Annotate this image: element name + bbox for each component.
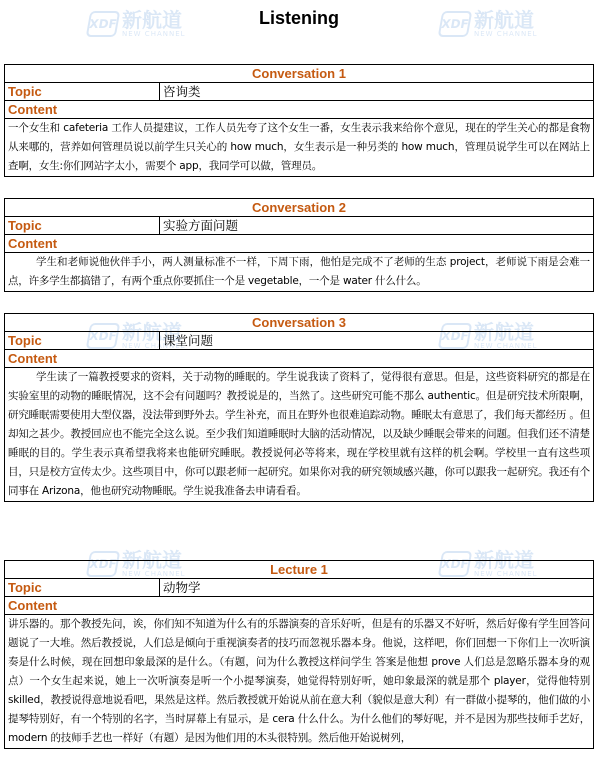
section-conversation-1 [4,64,594,177]
watermark-text: 新航道 [474,8,534,32]
watermark-subtext: NEW CHANNEL [474,570,538,578]
section-conversation-2 [4,198,594,292]
section-heading: Conversation 1 [5,65,594,83]
content-label: Content [5,350,594,368]
logo-icon: XDF [86,551,121,577]
watermark-subtext: NEW CHANNEL [474,342,538,350]
logo-icon: XDF [438,323,473,349]
topic-label: Topic [5,332,160,350]
watermark-subtext: NEW CHANNEL [122,342,186,350]
topic-value: 课堂问题 [160,332,594,350]
logo-icon: XDF [86,11,121,37]
logo-icon: XDF [438,11,473,37]
topic-value: 实验方面问题 [160,217,594,235]
topic-label: Topic [5,579,160,597]
watermark-text: 新航道 [474,320,534,344]
watermark-text: 新航道 [474,548,534,572]
watermark-text: 新航道 [122,548,182,572]
section-lecture-1 [4,560,594,749]
logo-icon: XDF [86,323,121,349]
topic-label: Topic [5,83,160,101]
content-text: 一个女生和 cafeteria 工作人员提建议，工作人员先夸了这个女生一番，女生表示我来给你个意见，现在的学生关心的都是食物从来哪的，营养如何管理员说以前学生只关心的 how much，女生表示是一种另类的 how much，管理员说学生可以在网站上查啊，女生:你们网站字太小，需要个 app，我同学可以做，管理员。 [5,119,594,177]
section-conversation-3 [4,313,594,502]
section-heading: Conversation 3 [5,314,594,332]
topic-value: 咨询类 [160,83,594,101]
watermark-subtext: NEW CHANNEL [474,30,538,38]
content-text: 讲乐器的。那个教授先问，诶，你们知不知道为什么有的乐器演奏的音乐好听，但是有的乐器又不好听，然后好像有学生回答问题说了一大堆。然后教授说，人们总是倾向于重视演奏者的技巧而忽视乐器本身。他说，这样吧，你们回想一下你们上一次听演奏是什么时候，现在回想印象最深的是什么。（有题，问为什么教授这样问学生 答案是他想 prove 人们总是忽略乐器本身的观点）一个女生起来说，她上一次听演奏是听一个小提琴演奏，她觉得特别好听，她印象最深的就是那个 player，觉得他特别 skilled，教授说得意地说看吧，果然是这样。然后教授就开始说从前在意大利（貌似是意大利）有一群做小提琴的，他们做的小提琴特别好，有一个特别的名字，当时屏幕上有显示，是 cera 什么什么。为什么他们的琴好呢，并不是因为那些技师手艺好，modern 的技师手艺也一样好（有题）是因为他们用的木头很特别。然后他开始说树列， [5,615,594,749]
content-label: Content [5,597,594,615]
logo-icon: XDF [438,551,473,577]
topic-value: 动物学 [160,579,594,597]
content-text: 学生和老师说他伙伴手小，两人测量标准不一样，下周下雨，他怕是完成不了老师的生态 project，老师说下雨是会难一点，许多学生都搞错了，有两个重点你要抓住一个是 vegetable，一个是 water 什么什么。 [5,253,594,292]
watermark-subtext: NEW CHANNEL [122,570,186,578]
section-heading: Lecture 1 [5,561,594,579]
watermark-text: 新航道 [122,320,182,344]
page-title: Listening [259,8,339,28]
section-heading: Conversation 2 [5,199,594,217]
watermark-text: 新航道 [122,8,182,32]
topic-label: Topic [5,217,160,235]
watermark-subtext: NEW CHANNEL [122,30,186,38]
content-label: Content [5,101,594,119]
content-label: Content [5,235,594,253]
content-text: 学生读了一篇教授要求的资料，关于动物的睡眠的。学生说我读了资料了，觉得很有意思。但是，这些资料研究的都是在实验室里的动物的睡眠情况，这不会有问题吗？教授说是的，当然了。这些研究可能不那么 authentic。但是研究技术所限啊，研究睡眠需要使用大型仪器，没法带到野外去。学生补充，而且在野外也很难追踪动物。睡眠太有意思了，我们每天都经历 。但却知之甚少。教授回应也不能完全这么说。至少我们知道睡眠时大脑的活动情况，以及缺少睡眠会带来的问题。但我们还不清楚睡眠的目的。学生表示真希望我将来也能研究睡眠。教授说何必等将来，现在学校里就有这样的机会啊。学校里一直有这些项目，只是校方宣传太少。这些项目中，你可以跟老师一起研究。如果你对我的研究领域感兴趣，你可以跟我一起研究。我还有个同事在 Arizona，他也研究动物睡眠。学生说我准备去申请看看。 [5,368,594,502]
